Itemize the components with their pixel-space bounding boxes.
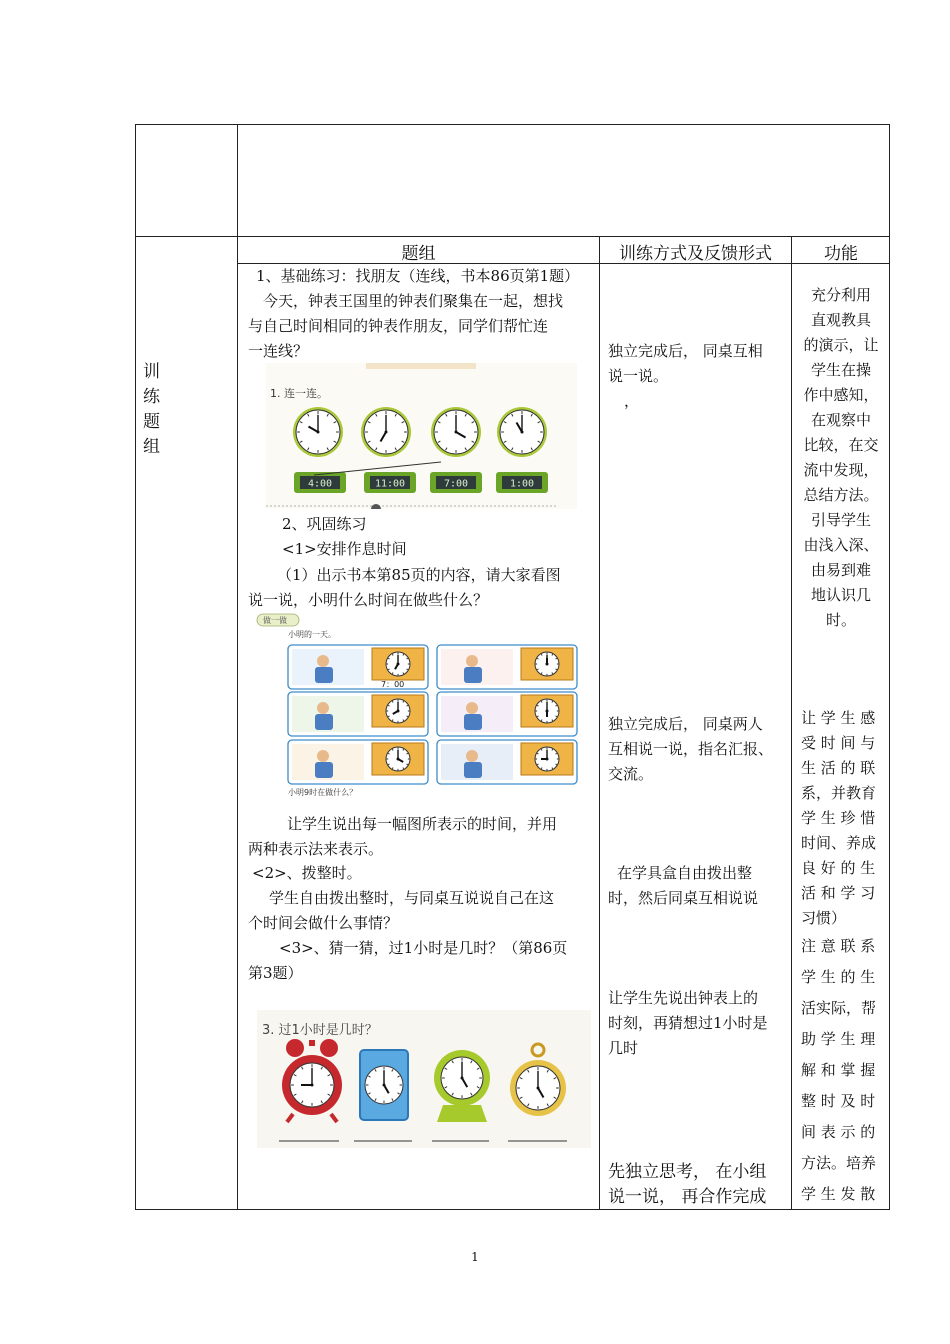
function-line: 时间、养成 bbox=[801, 834, 877, 852]
activity-panel bbox=[437, 692, 577, 736]
time-label: 7：00 bbox=[381, 680, 405, 689]
svg-text:1:00: 1:00 bbox=[509, 478, 535, 490]
function-text-2 bbox=[801, 706, 885, 931]
method-text: 几时 bbox=[608, 1039, 639, 1057]
clock-icon bbox=[293, 407, 343, 457]
header-group: 题组 bbox=[401, 244, 436, 264]
method-text: 先独立思考， 在小组 bbox=[608, 1162, 767, 1182]
paragraph: 学生自由拨出整时，与同桌互说说自己在这 bbox=[269, 889, 555, 907]
clock-icon bbox=[516, 1066, 560, 1110]
figure-xiaoming-day bbox=[255, 612, 581, 800]
function-line: 生 活 的 联 bbox=[801, 759, 876, 777]
figure-badge: 做一做 bbox=[263, 616, 287, 625]
column-divider bbox=[237, 124, 238, 1210]
side-label-char: 训 bbox=[143, 362, 160, 382]
figure-match-clocks bbox=[266, 363, 577, 509]
paragraph: （1）出示书本第85页的内容，请大家看图 bbox=[277, 566, 561, 584]
activity-panel bbox=[437, 645, 577, 689]
activity-panel bbox=[437, 740, 577, 784]
function-line: 系，并教育 bbox=[801, 784, 877, 802]
function-line: 良 好 的 生 bbox=[801, 859, 876, 877]
function-line: 学 生 发 散 bbox=[801, 1185, 876, 1203]
method-text: 时，然后同桌互相说说 bbox=[608, 889, 759, 907]
digital-clock-icon bbox=[294, 472, 346, 493]
side-label bbox=[143, 360, 163, 460]
side-label-char: 练 bbox=[143, 387, 160, 407]
function-line: 活 和 学 习 bbox=[801, 884, 876, 902]
function-line: 由易到难 bbox=[810, 561, 871, 579]
function-line: 让 学 生 感 bbox=[801, 709, 876, 727]
svg-text:4:00: 4:00 bbox=[307, 478, 333, 490]
function-text-3 bbox=[801, 931, 885, 1210]
function-line: 学生在操 bbox=[810, 361, 871, 379]
function-line: 作中感知， bbox=[803, 386, 879, 404]
clock-icon bbox=[365, 1066, 403, 1104]
function-line: 地认识几 bbox=[810, 586, 871, 604]
figure-one-hour-later bbox=[257, 1010, 591, 1148]
function-line: 解 和 掌 握 bbox=[801, 1061, 876, 1079]
function-line: 整 时 及 时 bbox=[801, 1092, 876, 1110]
function-line: 总结方法。 bbox=[803, 486, 879, 504]
column-divider bbox=[791, 236, 792, 1210]
figure-caption: 小明的一天。 bbox=[288, 630, 336, 639]
clock-icon bbox=[431, 407, 481, 457]
paragraph: 与自己时间相同的钟表作朋友，同学们帮忙连 bbox=[248, 317, 549, 335]
function-line: 在观察中 bbox=[810, 411, 871, 429]
column-divider bbox=[599, 236, 600, 1210]
svg-text:7:00: 7:00 bbox=[443, 478, 469, 490]
figure-label: 3. 过1小时是几时？ bbox=[262, 1023, 378, 1038]
clock-icon bbox=[441, 1057, 483, 1099]
paragraph: 一连线？ bbox=[248, 342, 309, 360]
function-line: 直观教具 bbox=[810, 311, 871, 329]
method-text: ， bbox=[624, 392, 640, 410]
digital-clock-icon bbox=[430, 472, 482, 493]
method-text: 说一说， 再合作完成 bbox=[608, 1187, 767, 1207]
side-label-char: 题 bbox=[143, 412, 160, 432]
subsection-title: <3>、猜一猜，过1小时是几时？（第86页 bbox=[279, 939, 568, 957]
activity-panel bbox=[288, 692, 428, 736]
section-2-title: 2、巩固练习 bbox=[282, 515, 367, 533]
section-1-title: 1、基础练习：找朋友（连线，书本86页第1题） bbox=[256, 267, 580, 285]
function-line: 受 时 间 与 bbox=[801, 734, 876, 752]
method-text: 说一说。 bbox=[608, 367, 669, 385]
svg-text:11:00: 11:00 bbox=[374, 478, 406, 490]
paragraph: 个时间会做什么事情？ bbox=[248, 914, 399, 932]
method-text: 时刻，再猜想过1小时是 bbox=[608, 1014, 768, 1032]
figure-label: 1. 连一连。 bbox=[270, 387, 328, 400]
clock-icon bbox=[290, 1063, 334, 1107]
function-line: 活实际，帮 bbox=[801, 999, 877, 1017]
method-text: 互相说一说，指名汇报、 bbox=[608, 740, 774, 758]
function-line: 引导学生 bbox=[810, 511, 871, 529]
function-line: 时。 bbox=[825, 611, 856, 629]
function-line: 由浅入深、 bbox=[803, 536, 879, 554]
paragraph: 让学生说出每一幅图所表示的时间，并用 bbox=[287, 815, 558, 833]
function-line: 学 生 的 生 bbox=[801, 968, 876, 986]
activity-panel bbox=[288, 740, 428, 784]
function-line: 方法。培养 bbox=[801, 1154, 877, 1172]
function-line: 习惯） bbox=[801, 909, 847, 927]
activity-panel bbox=[288, 645, 428, 689]
subsection-title: <1>安排作息时间 bbox=[282, 540, 407, 558]
page-number: 1 bbox=[471, 1250, 479, 1264]
clock-icon bbox=[497, 407, 547, 457]
function-line: 流中发现， bbox=[803, 461, 879, 479]
figure-question: 小明9时在做什么？ bbox=[288, 788, 358, 797]
method-text: 独立完成后， 同桌互相 bbox=[608, 342, 763, 360]
paragraph: 今天，钟表王国里的钟表们聚集在一起，想找 bbox=[263, 292, 564, 310]
function-line: 注 意 联 系 bbox=[801, 937, 876, 955]
function-text-1 bbox=[796, 283, 886, 633]
paragraph: 第3题） bbox=[248, 964, 303, 982]
digital-clock-icon bbox=[364, 472, 416, 493]
method-text: 独立完成后， 同桌两人 bbox=[608, 715, 763, 733]
digital-clock-icon bbox=[496, 472, 548, 493]
subsection-title: <2>、拨整时。 bbox=[252, 864, 362, 882]
method-text: 交流。 bbox=[608, 765, 654, 783]
clock-icon bbox=[361, 407, 411, 457]
function-line: 的演示，让 bbox=[803, 336, 879, 354]
paragraph: 说一说，小明什么时间在做些什么？ bbox=[248, 591, 489, 609]
paragraph: 两种表示法来表示。 bbox=[248, 840, 384, 858]
function-line: 学 生 珍 惜 bbox=[801, 809, 876, 827]
side-label-char: 组 bbox=[143, 437, 160, 457]
function-line: 比较，在交 bbox=[803, 436, 879, 454]
method-text: 让学生先说出钟表上的 bbox=[608, 989, 759, 1007]
header-function: 功能 bbox=[824, 244, 858, 264]
function-line: 间 表 示 的 bbox=[801, 1123, 876, 1141]
header-method: 训练方式及反馈形式 bbox=[619, 244, 772, 264]
function-line: 助 学 生 理 bbox=[801, 1030, 876, 1048]
row-divider bbox=[135, 236, 890, 237]
method-text: 在学具盒自由拨出整 bbox=[617, 864, 753, 882]
function-line: 充分利用 bbox=[810, 286, 871, 304]
